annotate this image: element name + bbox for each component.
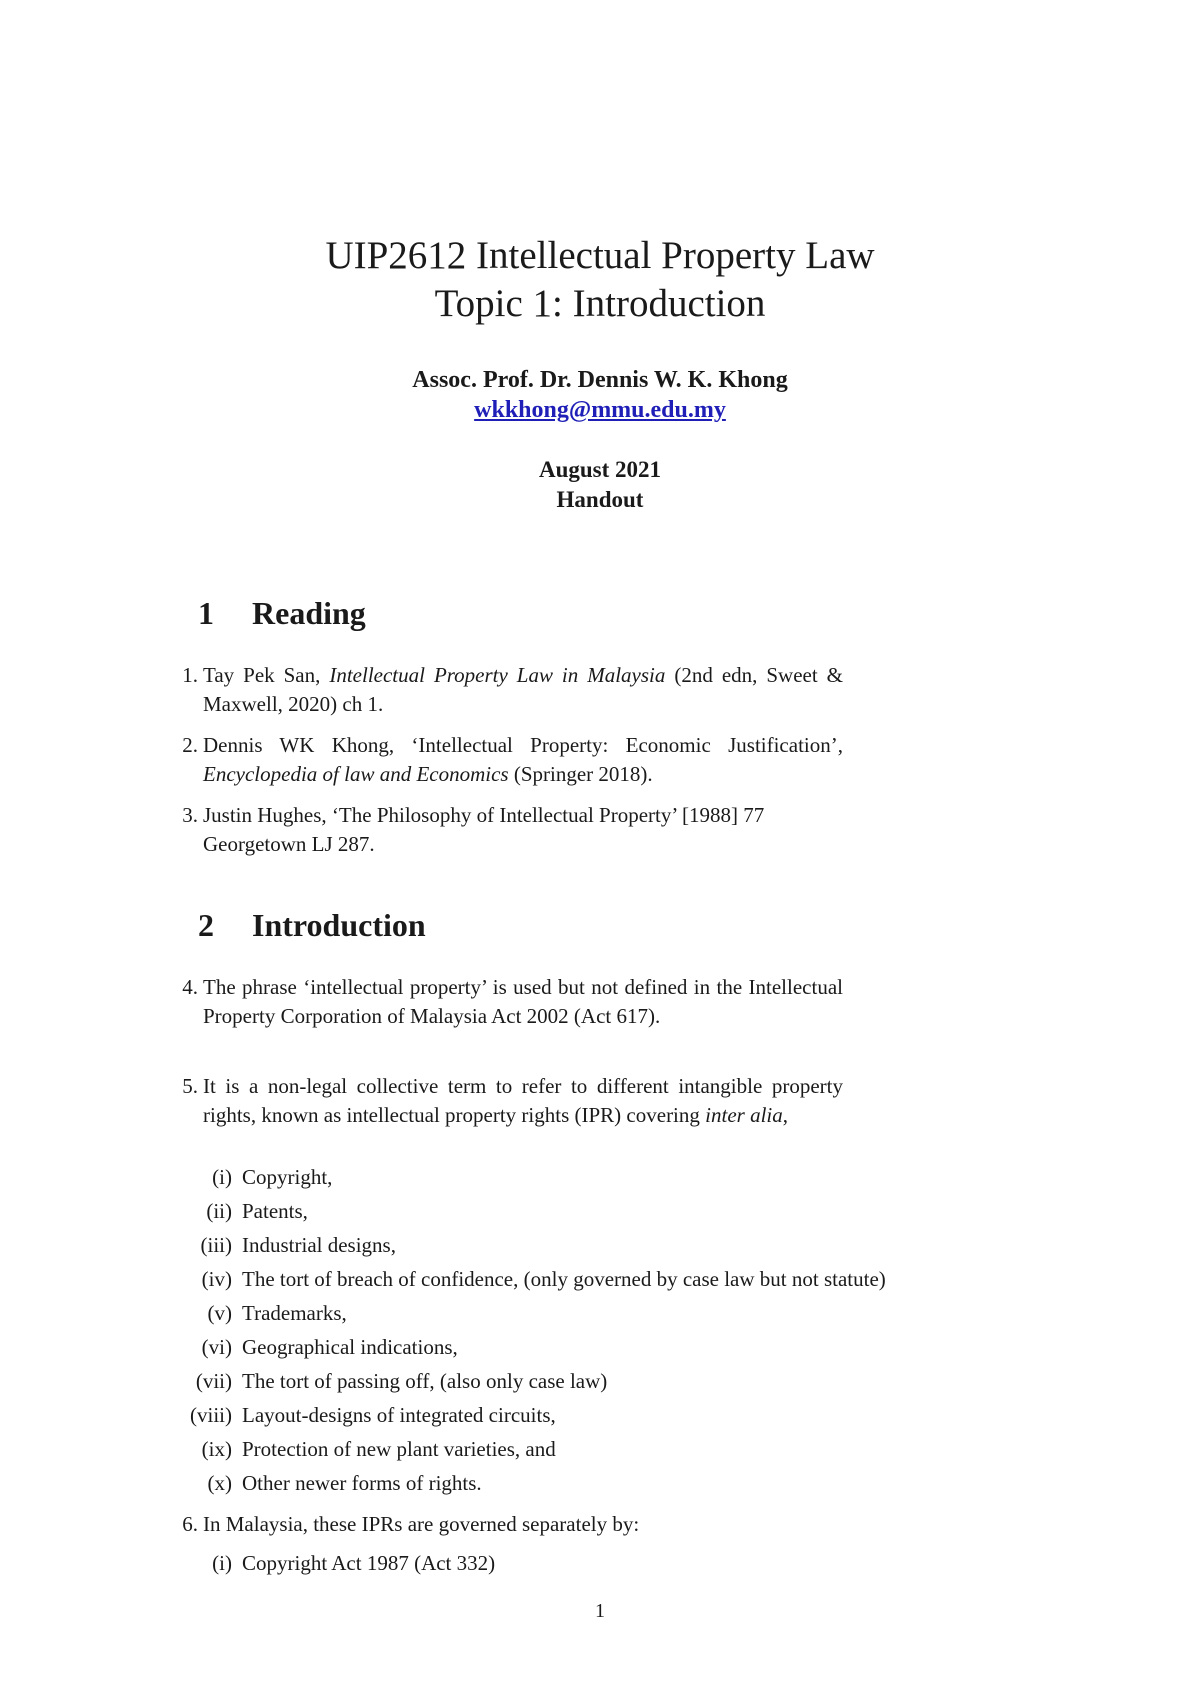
list-item-text: Geographical indications,: [242, 1335, 458, 1359]
reading-item: [160, 661, 850, 719]
paragraph-text: In Malaysia, these IPRs are governed separately by:: [203, 1512, 640, 1536]
reading-item: [160, 731, 850, 789]
paragraph-4: [160, 973, 850, 1031]
list-item-text: Other newer forms of rights.: [242, 1471, 482, 1495]
paragraph-text-part: It is a non-legal collective term to refer to different intangible property rights, known as intellectual property rights (IPR) covering: [203, 1074, 843, 1127]
list-item: [170, 1367, 607, 1396]
list-item: [170, 1197, 308, 1226]
list-item: [170, 1231, 396, 1260]
list-item-number: (viii): [190, 1403, 232, 1427]
list-item-number: (vi): [201, 1335, 232, 1359]
author-block: [0, 365, 1200, 425]
list-item-text: Trademarks,: [242, 1301, 347, 1325]
list-item-number: (i): [212, 1551, 232, 1575]
item-text: [203, 731, 843, 789]
paragraph-5: [160, 1072, 850, 1130]
document-subtitle: Topic 1: Introduction: [434, 282, 766, 325]
section-title: Reading: [252, 595, 366, 631]
list-item-number: (x): [207, 1471, 232, 1495]
item-text: [203, 661, 843, 719]
paragraph-text-part: ,: [782, 1103, 788, 1127]
citation-details: (2nd edn, Sweet & Maxwell, 2020) ch 1.: [203, 663, 843, 716]
date-block: [0, 455, 1200, 515]
citation-author: Tay Pek San,: [203, 663, 330, 687]
list-item-text: The tort of breach of confidence, (only governed by case law but not statute): [242, 1267, 886, 1291]
list-item-number: (ix): [201, 1437, 232, 1461]
list-item: [170, 1401, 556, 1430]
section-number: 2: [198, 907, 214, 943]
author-name: Assoc. Prof. Dr. Dennis W. K. Khong: [412, 367, 788, 393]
list-item-text: Layout-designs of integrated circuits,: [242, 1403, 556, 1427]
item-number: 2.: [182, 733, 198, 757]
reading-item: [160, 801, 850, 859]
list-item: [170, 1163, 332, 1192]
page-number: 1: [595, 1600, 605, 1622]
list-item-text: Patents,: [242, 1199, 308, 1223]
list-item: [170, 1299, 347, 1328]
list-item-number: (v): [207, 1301, 232, 1325]
section-number: 1: [198, 595, 214, 631]
author-email-link[interactable]: wkkhong@mmu.edu.my: [474, 397, 726, 423]
paragraph-text: [203, 1072, 843, 1130]
item-number: 1.: [182, 663, 198, 687]
document-title: UIP2612 Intellectual Property Law: [325, 234, 875, 277]
item-text: Justin Hughes, ‘The Philosophy of Intellectual Property’ [1988] 77 Georgetown LJ 287.: [203, 803, 765, 856]
paragraph-number: 4.: [182, 975, 198, 999]
section-heading-reading: [198, 593, 366, 633]
list-item-number: (i): [212, 1165, 232, 1189]
list-item: [170, 1435, 556, 1464]
list-item-text: Protection of new plant varieties, and: [242, 1437, 556, 1461]
list-item-number: (ii): [206, 1199, 232, 1223]
citation-details: (Springer 2018).: [508, 762, 653, 786]
citation-title: Encyclopedia of law and Economics: [203, 762, 509, 786]
item-number: 3.: [182, 803, 198, 827]
list-item: [170, 1469, 482, 1498]
list-item-number: (iv): [201, 1267, 232, 1291]
latin-phrase: inter alia: [705, 1103, 783, 1127]
list-item-text: Copyright,: [242, 1165, 333, 1189]
section-heading-introduction: [198, 905, 426, 945]
list-item-text: The tort of passing off, (also only case law): [242, 1369, 608, 1393]
citation-title: Intellectual Property Law in Malaysia: [329, 663, 666, 687]
paragraph-6: [160, 1510, 850, 1539]
list-item: [170, 1333, 458, 1362]
list-item-text: Industrial designs,: [242, 1233, 396, 1257]
document-date: August 2021: [538, 457, 662, 482]
section-title: Introduction: [252, 907, 426, 943]
list-item-number: (vii): [195, 1369, 232, 1393]
document-type: Handout: [556, 487, 644, 512]
paragraph-number: 6.: [182, 1512, 198, 1536]
paragraph-text: The phrase ‘intellectual property’ is used but not defined in the Intellectual Property Corporation of Malaysia Act 2002 (Act 617).: [203, 975, 843, 1028]
list-item-text: Copyright Act 1987 (Act 332): [242, 1551, 496, 1575]
paragraph-number: 5.: [182, 1074, 198, 1098]
citation-author: Dennis WK Khong, ‘Intellectual Property: Economic Justification’,: [203, 733, 843, 757]
list-item-number: (iii): [200, 1233, 232, 1257]
title-block: [0, 232, 1200, 328]
list-item: [170, 1549, 495, 1578]
list-item: [170, 1265, 886, 1294]
